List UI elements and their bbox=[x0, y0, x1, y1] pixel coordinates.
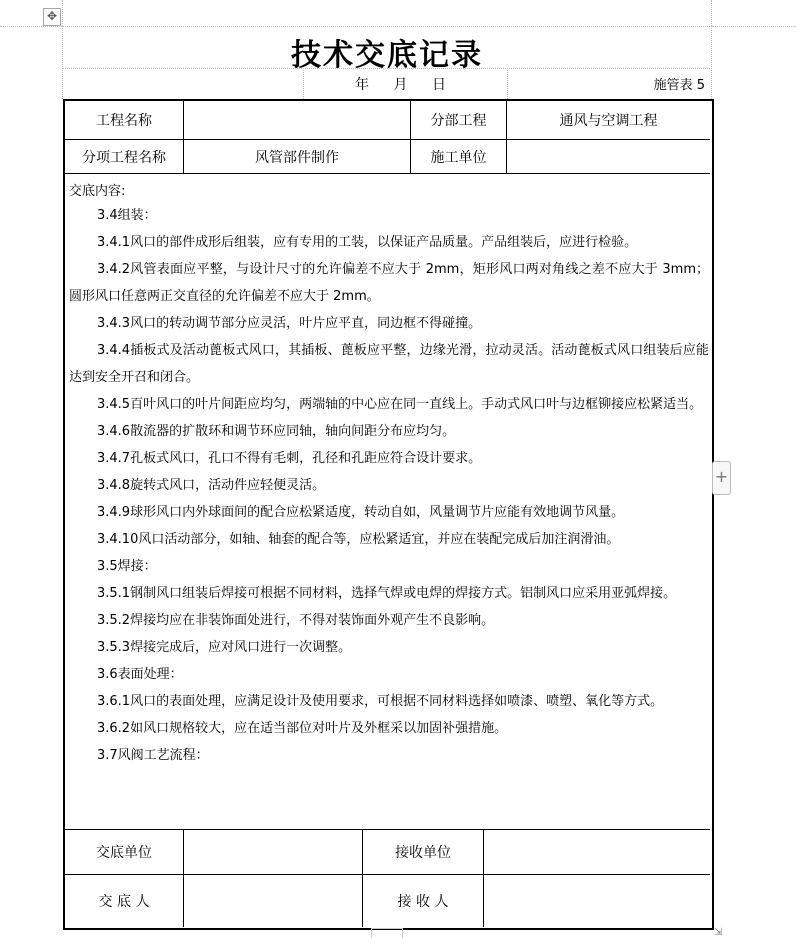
resize-icon[interactable]: ⇲ bbox=[714, 927, 723, 938]
content-paragraph: 3.4.10风口活动部分，如轴、轴套的配合等，应松紧适宜，并应在装配完成后加注润滑油。 bbox=[97, 532, 620, 547]
content-paragraph: 3.6.2如风口规格较大，应在适当部位对叶片及外框采以加固补强措施。 bbox=[97, 721, 508, 736]
issuing-unit-value[interactable] bbox=[184, 830, 362, 874]
page-edge-marker bbox=[371, 928, 403, 938]
content-paragraph: 3.6.1风口的表面处理，应满足设计及使用要求，可根据不同材料选择如喷漆、喷塑、氧化等方式。 bbox=[97, 694, 664, 709]
move-icon[interactable]: ✥ bbox=[43, 8, 61, 26]
form-number: 施管表 5 bbox=[653, 78, 705, 93]
item-project-value[interactable]: 风管部件制作 bbox=[255, 149, 339, 166]
receiving-unit-value[interactable] bbox=[484, 830, 710, 874]
content-paragraph: 3.4.7孔板式风口，孔口不得有毛刺，孔径和孔距应符合设计要求。 bbox=[97, 451, 482, 466]
content-paragraph: 3.5.3焊接完成后，应对风口进行一次调整。 bbox=[97, 640, 352, 655]
sub-project-value[interactable]: 通风与空调工程 bbox=[559, 113, 658, 129]
guide-line bbox=[711, 0, 712, 26]
content-paragraph: 3.4.2风管表面应平整，与设计尺寸的允许偏差不应大于 2mm，矩形风口两对角线之差不应大于 3mm；圆形风口任意两正交直径的允许偏差不应大于 2mm。 bbox=[69, 262, 709, 304]
sub-project-label: 分部工程 bbox=[430, 113, 487, 129]
content-paragraph: 3.5焊接： bbox=[97, 559, 157, 574]
content-paragraph: 3.5.1钢制风口组装后焊接可根据不同材料，选择气焊或电焊的焊接方式。铝制风口应采用亚弧焊接。 bbox=[97, 586, 677, 601]
content-paragraph: 3.4组装： bbox=[97, 208, 157, 223]
construction-unit-label: 施工单位 bbox=[430, 149, 487, 166]
content-paragraph: 3.5.2焊接均应在非装饰面处进行，不得对装饰面外观产生不良影响。 bbox=[97, 613, 495, 628]
guide-line bbox=[0, 26, 62, 27]
content-paragraph: 3.4.9球形风口内外球面间的配合应松紧适度，转动自如，风量调节片应能有效地调节风量。 bbox=[97, 505, 625, 520]
receiver-value[interactable] bbox=[484, 875, 710, 927]
content-paragraph: 3.4.6散流器的扩散环和调节环应同轴，轴向间距分布应均匀。 bbox=[97, 424, 456, 439]
content-paragraph: 3.4.4插板式及活动蓖板式风口，其插板、蓖板应平整，边缘光滑，拉动灵活。活动蓖板式风口组装后应能达到安全开召和闭合。 bbox=[69, 343, 709, 385]
project-name-label: 工程名称 bbox=[96, 113, 152, 129]
date-label: 年 月 日 bbox=[355, 77, 456, 93]
issuer-value[interactable] bbox=[184, 875, 362, 927]
guide-line bbox=[62, 0, 63, 26]
content-body[interactable] bbox=[69, 202, 709, 769]
issuer-label: 交 底 人 bbox=[98, 894, 150, 910]
content-label: 交底内容: bbox=[69, 184, 126, 199]
content-paragraph: 3.7风阀工艺流程： bbox=[97, 748, 209, 763]
receiving-unit-label: 接收单位 bbox=[395, 845, 451, 861]
content-paragraph: 3.4.1风口的部件成形后组装，应有专用的工装，以保证产品质量。产品组装后，应进行检验。 bbox=[97, 235, 638, 250]
guide-line bbox=[62, 26, 712, 27]
content-paragraph: 3.6表面处理： bbox=[97, 667, 183, 682]
issuing-unit-label: 交底单位 bbox=[96, 845, 152, 861]
construction-unit-value[interactable] bbox=[507, 140, 710, 173]
content-paragraph: 3.4.8旋转式风口，活动件应轻便灵活。 bbox=[97, 478, 326, 493]
content-paragraph: 3.4.3风口的转动调节部分应灵活，叶片应平直，同边框不得碰撞。 bbox=[97, 316, 482, 331]
row-divider bbox=[64, 173, 710, 174]
plus-icon[interactable]: + bbox=[712, 461, 731, 495]
project-name-value[interactable] bbox=[184, 101, 410, 139]
guide-line bbox=[712, 26, 796, 27]
content-paragraph: 3.4.5百叶风口的叶片间距应均匀，两端轴的中心应在同一直线上。手动式风口叶与边框铆接应松紧适当。 bbox=[97, 397, 703, 412]
receiver-label: 接 收 人 bbox=[397, 894, 449, 910]
item-project-label: 分项工程名称 bbox=[82, 149, 166, 166]
document-title: 技术交底记录 bbox=[291, 38, 483, 73]
